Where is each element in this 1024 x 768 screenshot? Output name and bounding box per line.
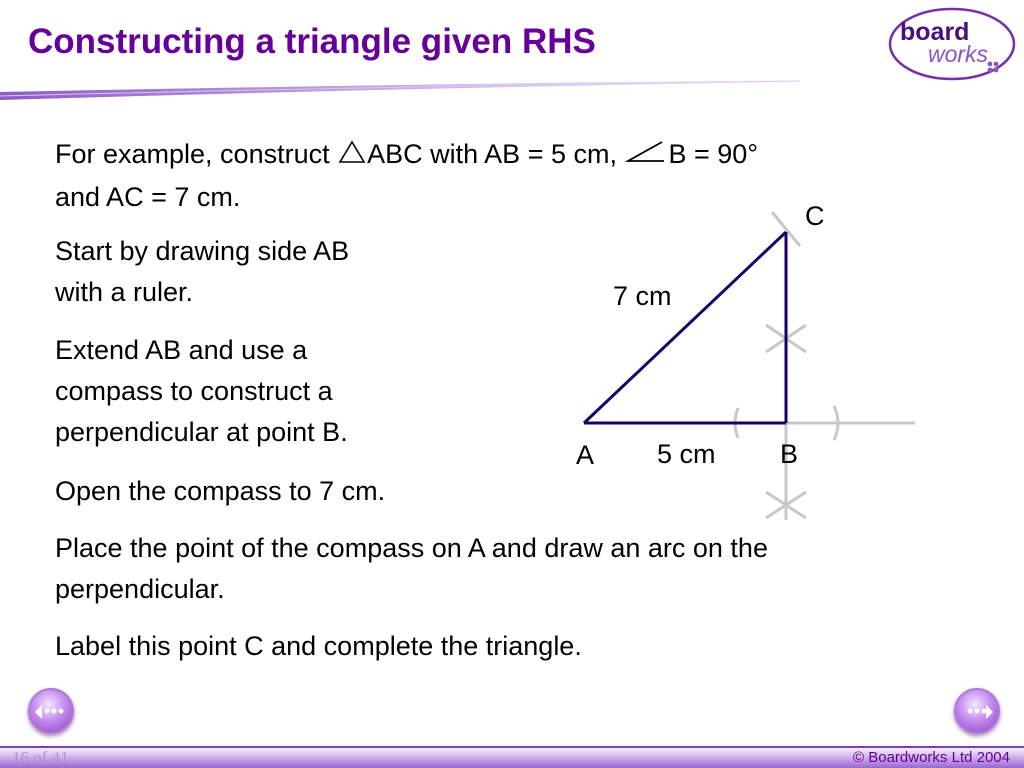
- point-c-label: C: [805, 201, 825, 231]
- example-text-part2: ABC with AB = 5 cm,: [367, 139, 617, 169]
- point-b-label: B: [780, 439, 799, 469]
- step4-line1: Place the point of the compass on A and draw an arc on the: [55, 533, 768, 563]
- point-a-label: A: [576, 440, 595, 470]
- logo-board-text: board: [900, 18, 970, 46]
- angle-icon: [624, 136, 668, 177]
- dots-icon: [967, 708, 987, 714]
- side-ab-length-label: 5 cm: [657, 439, 716, 469]
- paragraph-step1: [55, 231, 349, 313]
- step1-line1: Start by drawing side AB: [55, 236, 350, 266]
- next-slide-button[interactable]: [954, 688, 1000, 734]
- side-ac-length-label: 7 cm: [613, 281, 672, 311]
- paragraph-step2: [55, 330, 348, 453]
- step4-line2: perpendicular.: [55, 574, 225, 604]
- step5-text: Label this point C and complete the triangle.: [55, 631, 582, 661]
- triangle-construction-diagram: [560, 195, 940, 535]
- copyright-notice: © Boardworks Ltd 2004: [853, 749, 1010, 766]
- triangle-abc: [584, 232, 786, 423]
- title-underline: [0, 80, 1024, 102]
- slide-title: Constructing a triangle given RHS: [28, 22, 596, 61]
- paragraph-step4: [55, 528, 975, 610]
- footer-divider: [0, 746, 1024, 748]
- dots-icon: [44, 708, 64, 714]
- previous-slide-button[interactable]: [28, 688, 74, 734]
- step1-line2: with a ruler.: [55, 277, 194, 307]
- example-text-part3: B = 90°: [668, 139, 759, 169]
- paragraph-step3: [55, 471, 385, 512]
- boardworks-logo: [886, 4, 1020, 82]
- triangle-icon: [337, 136, 367, 177]
- arrow-left-icon: [35, 705, 42, 719]
- example-text-part4: and AC = 7 cm.: [55, 182, 241, 212]
- step3-text: Open the compass to 7 cm.: [55, 476, 386, 506]
- step2-line2: compass to construct a: [55, 376, 333, 406]
- arrow-right-icon: [986, 705, 993, 719]
- step2-line1: Extend AB and use a: [55, 335, 308, 365]
- slide-counter: 16 of 41: [12, 748, 69, 767]
- construction-marks: [735, 212, 915, 520]
- side-ac: [584, 232, 786, 423]
- example-text-part1: For example, construct: [55, 139, 330, 169]
- paragraph-step5: [55, 626, 582, 667]
- step2-line3: perpendicular at point B.: [55, 417, 348, 447]
- logo-works-text: works: [928, 41, 989, 67]
